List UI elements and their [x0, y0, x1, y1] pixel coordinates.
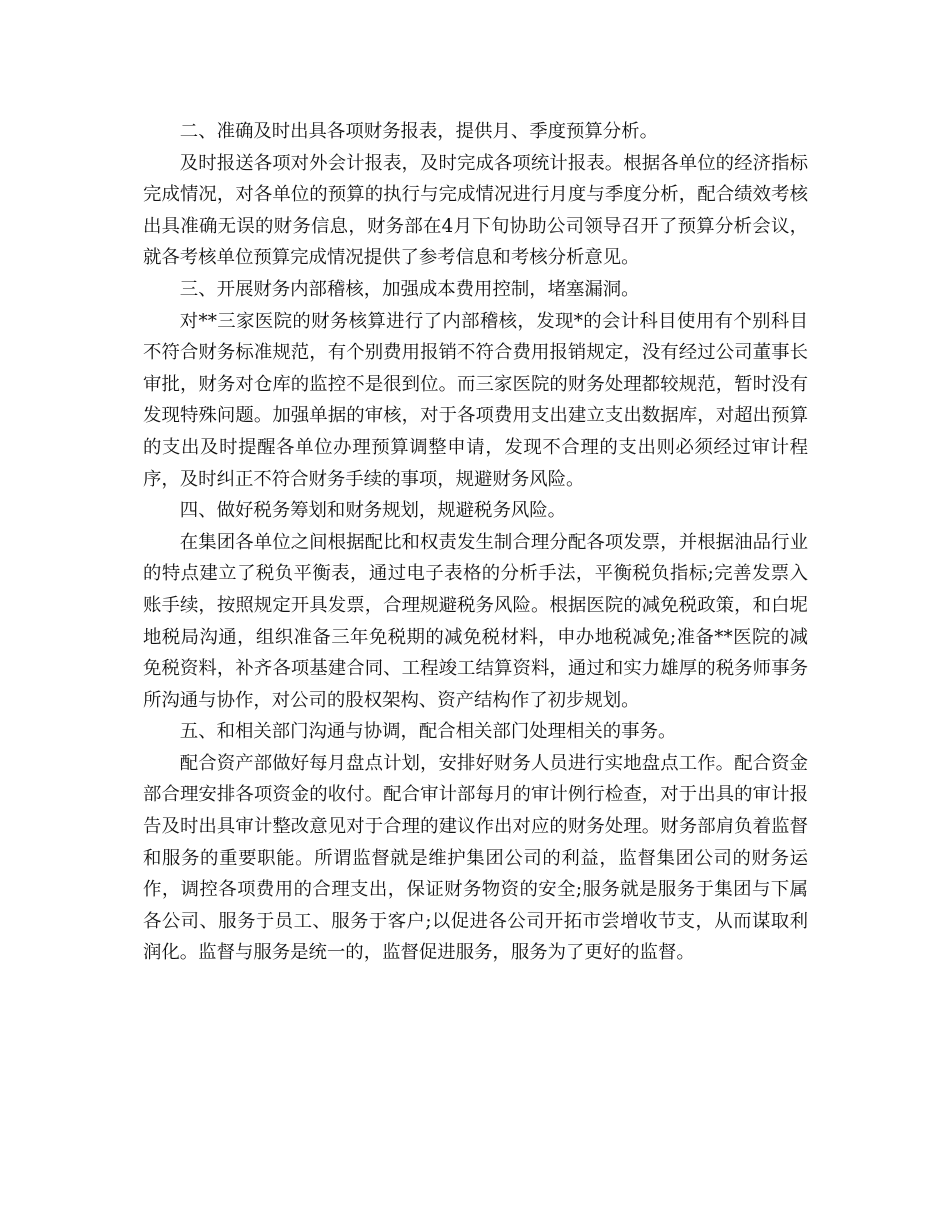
section-heading-2: 二、准确及时出具各项财务报表，提供月、季度预算分析。	[179, 121, 658, 142]
document-body	[143, 116, 808, 969]
body-paragraph: 对**三家医院的财务核算进行了内部稽核，发现*的会计科目使用有个别科目不符合财务标准规范，有个别费用报销不符合费用报销规定，没有经过公司董事长审批，财务对仓库的监控不是很到位。而三家医院的财务处理都较规范，暂时没有发现特殊问题。加强单据的审核，对于各项费用支出建立支出数据库，对超出预算的支出及时提醒各单位办理预算调整申请，发现不合理的支出则必须经过审计程序，及时纠正不符合财务手续的事项，规避财务风险。	[143, 310, 808, 490]
body-paragraph: 在集团各单位之间根据配比和权责发生制合理分配各项发票，并根据油品行业的特点建立了税负平衡表，通过电子表格的分析手法，平衡税负指标;完善发票入账手续，按照规定开具发票，合理规避税务风险。根据医院的减免税政策，和白坭地税局沟通，组织准备三年免税期的减免税材料，申办地税减免;准备**医院的减免税资料，补齐各项基建合同、工程竣工结算资料，通过和实力雄厚的税务师事务所沟通与协作，对公司的股权架构、资产结构作了初步规划。	[143, 531, 808, 711]
section-heading-5: 五、和相关部门沟通与协调，配合相关部门处理相关的事务。	[179, 721, 677, 743]
section-heading-3: 三、开展财务内部稽核，加强成本费用控制，堵塞漏洞。	[179, 278, 640, 300]
section-heading-4: 四、做好税务筹划和财务规划，规避税务风险。	[179, 500, 567, 522]
body-paragraph: 配合资产部做好每月盘点计划，安排好财务人员进行实地盘点工作。配合资金部合理安排各项资金的收付。配合审计部每月的审计例行检查，对于出具的审计报告及时出具审计整改意见对于合理的建议作出对应的财务处理。财务部肩负着监督和服务的重要职能。所谓监督就是维护集团公司的利益，监督集团公司的财务运作，调控各项费用的合理支出，保证财务物资的安全;服务就是服务于集团与下属各公司、服务于员工、服务于客户;以促进各公司开拓市尝增收节支，从而谋取利润化。监督与服务是统一的，监督促进服务，服务为了更好的监督。	[143, 752, 808, 964]
body-paragraph: 及时报送各项对外会计报表，及时完成各项统计报表。根据各单位的经济指标完成情况，对各单位的预算的执行与完成情况进行月度与季度分析，配合绩效考核出具准确无误的财务信息，财务部在4月下旬协助公司领导召开了预算分析会议，就各考核单位预算完成情况提供了参考信息和考核分析意见。	[143, 152, 808, 269]
